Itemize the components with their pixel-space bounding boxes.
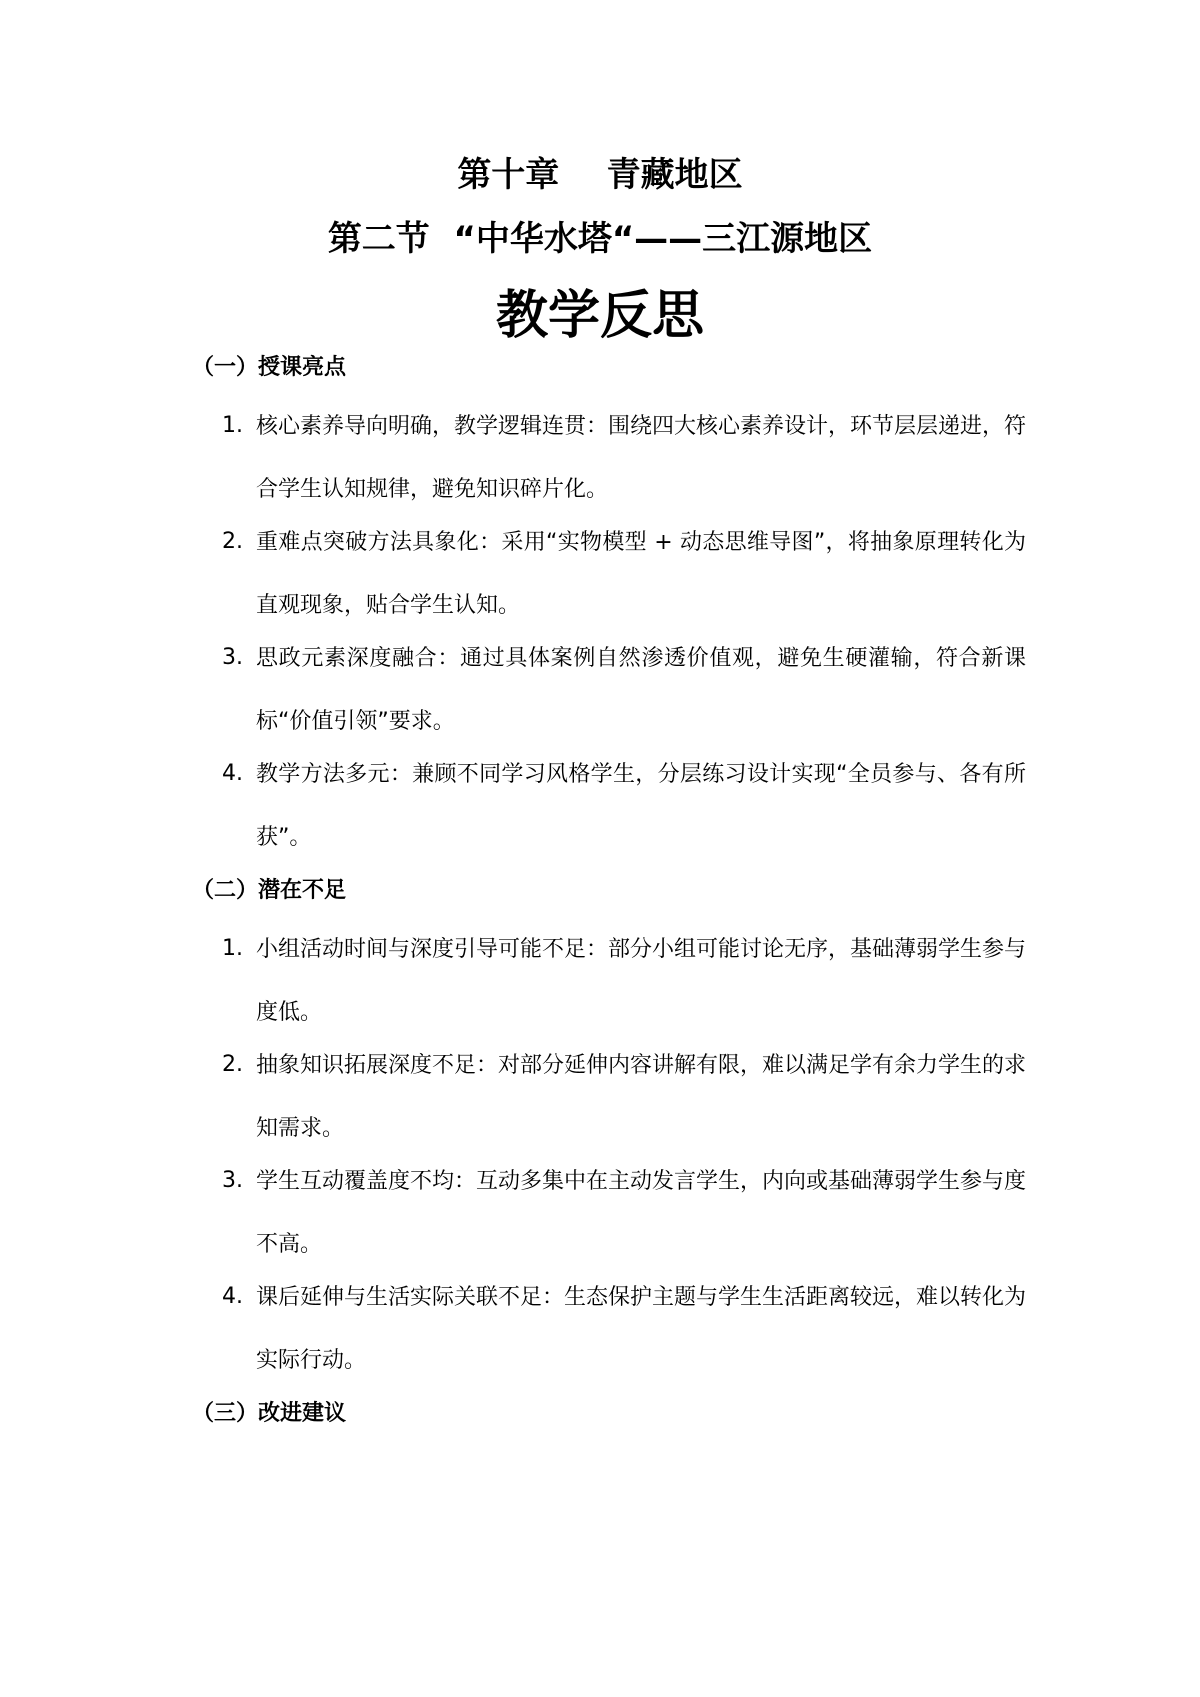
list-item-number: 2. bbox=[222, 529, 243, 554]
list-item-number: 2. bbox=[222, 1052, 243, 1077]
list-item-number: 4. bbox=[222, 1284, 243, 1309]
section-title: 第二节 “中华水塔“——三江源地区 bbox=[327, 219, 873, 259]
list-item-text: 课后延伸与生活实际关联不足：生态保护主题与学生生活距离较远，难以转化为实际行动。 bbox=[256, 1285, 1027, 1373]
list-item-number: 1. bbox=[222, 936, 243, 961]
list-item-number: 3. bbox=[222, 645, 243, 670]
chapter-title: 第十章 青藏地区 bbox=[457, 155, 743, 195]
list-item-text: 核心素养导向明确，教学逻辑连贯：围绕四大核心素养设计，环节层层递进，符合学生认知规律，避免知识碎片化。 bbox=[256, 414, 1027, 502]
list-item-text: 重难点突破方法具象化：采用“实物模型 + 动态思维导图”，将抽象原理转化为直观现象，贴合学生认知。 bbox=[256, 530, 1026, 618]
main-title: 教学反思 bbox=[495, 286, 704, 346]
list-item-text: 小组活动时间与深度引导可能不足：部分小组可能讨论无序，基础薄弱学生参与度低。 bbox=[256, 937, 1027, 1025]
list-item-text: 抽象知识拓展深度不足：对部分延伸内容讲解有限，难以满足学有余力学生的求知需求。 bbox=[256, 1053, 1027, 1141]
section-heading-shortcomings: （二）潜在不足 bbox=[192, 878, 347, 903]
list-item-number: 3. bbox=[222, 1168, 243, 1193]
section-heading-suggestions: （三）改进建议 bbox=[192, 1401, 347, 1426]
list-item-number: 1. bbox=[222, 413, 243, 438]
list-item-number: 4. bbox=[222, 761, 243, 786]
list-item-text: 学生互动覆盖度不均：互动多集中在主动发言学生，内向或基础薄弱学生参与度不高。 bbox=[256, 1169, 1027, 1257]
list-item-text: 思政元素深度融合：通过具体案例自然渗透价值观，避免生硬灌输，符合新课标“价值引领”要求。 bbox=[256, 646, 1026, 734]
list-item-text: 教学方法多元：兼顾不同学习风格学生，分层练习设计实现“全员参与、各有所获”。 bbox=[256, 762, 1026, 850]
section-heading-highlights: （一）授课亮点 bbox=[192, 355, 347, 380]
